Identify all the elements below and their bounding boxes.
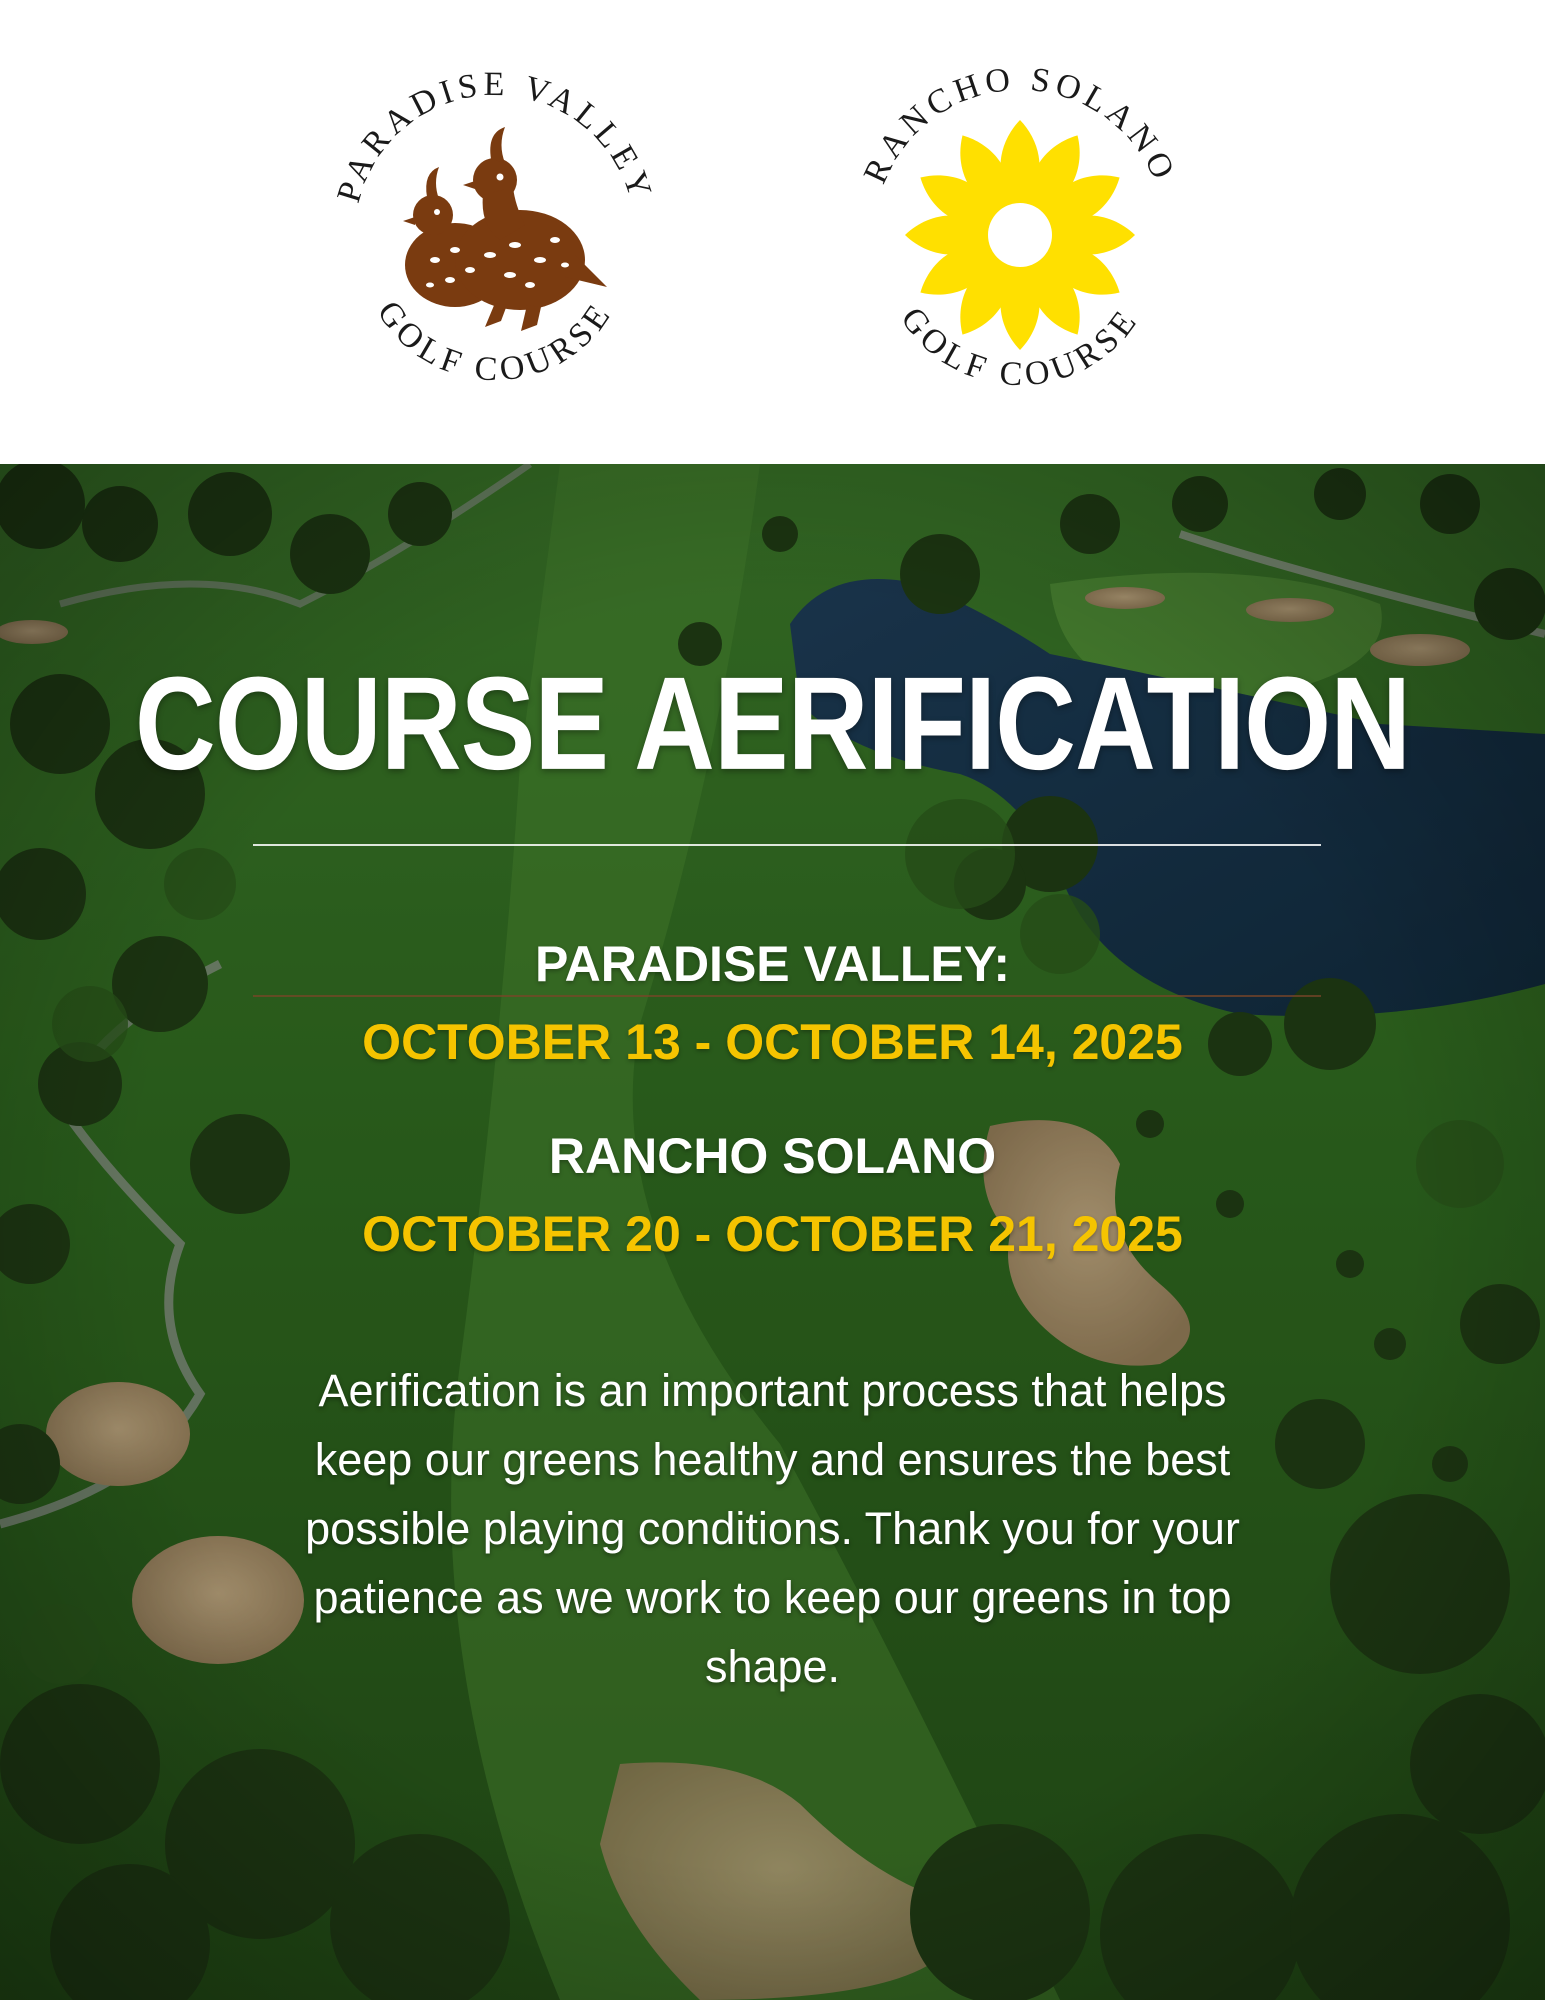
rs-logo-bottom-text: GOLF COURSE bbox=[893, 300, 1147, 394]
quail-icon bbox=[315, 55, 675, 415]
rancho-solano-logo bbox=[840, 55, 1200, 415]
title-divider bbox=[253, 844, 1321, 846]
dates-rancho-solano: OCTOBER 20 - OCTOBER 21, 2025 bbox=[362, 1206, 1183, 1262]
course-divider bbox=[253, 995, 1321, 997]
logo-header bbox=[0, 0, 1545, 464]
course-name-rancho-solano: RANCHO SOLANO bbox=[548, 1128, 997, 1184]
page-title: COURSE AERIFICATION bbox=[134, 649, 1411, 798]
pv-logo-top-text: PARADISE VALLEY bbox=[330, 65, 660, 207]
paradise-valley-logo bbox=[315, 55, 675, 415]
announcement-content bbox=[0, 464, 1545, 2000]
aerification-message: Aerification is an important process that helps keep our greens healthy and ensures the best possible playing conditions. Thank you for your patience as we work to keep our greens in top shape. bbox=[305, 1365, 1240, 1692]
course-name-paradise-valley: PARADISE VALLEY: bbox=[534, 936, 1011, 992]
dates-paradise-valley: OCTOBER 13 - OCTOBER 14, 2025 bbox=[362, 1014, 1183, 1070]
rs-logo-top-text: RANCHO SOLANO bbox=[856, 60, 1184, 190]
pv-logo-bottom-text: GOLF COURSE bbox=[369, 294, 620, 389]
sunflower-icon bbox=[840, 55, 1200, 415]
